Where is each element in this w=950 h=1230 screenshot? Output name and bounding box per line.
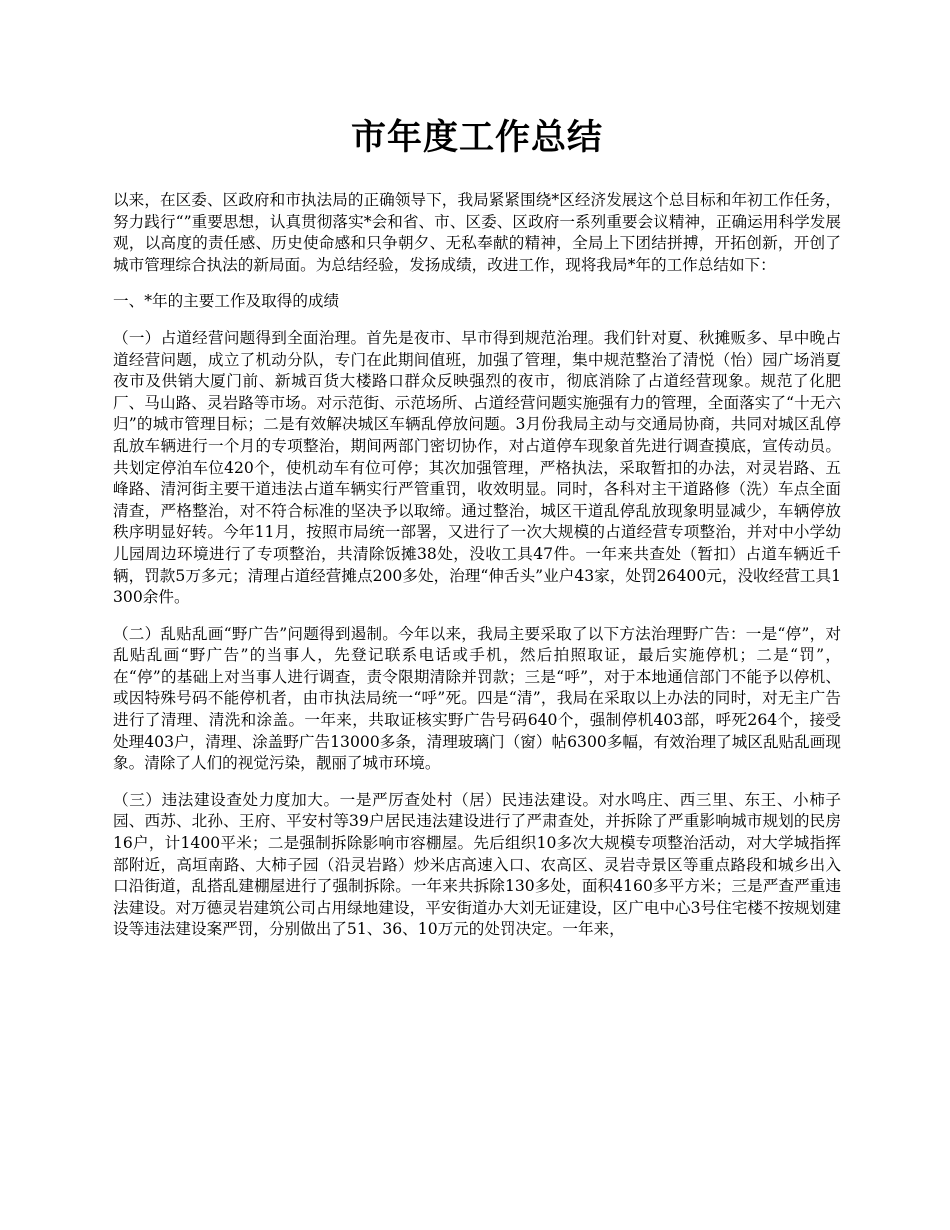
paragraph-street-vending: （一）占道经营问题得到全面治理。首先是夜市、早市得到规范治理。我们针对夏、秋摊贩多、早中晚占道经营问题，成立了机动分队，专门在此期间值班，加强了管理，集中规范整治了清悦（怡）园广场消夏夜市及供销大厦门前、新城百货大楼路口群众反映强烈的夜市，彻底消除了占道经营现象。规范了化肥厂、马山路、灵岩路等市场。对示范街、示范场所、占道经营问题实施强有力的管理，全面落实了“十无六归”的城市管理目标；二是有效解决城区车辆乱停放问题。3月份我局主动与交通局协商，共同对城区乱停乱放车辆进行一个月的专项整治，期间两部门密切协作，对占道停车现象首先进行调查摸底，宣传动员。共划定停泊车位420个，使机动车有位可停；其次加强管理，严格执法，采取暂扣的办法，对灵岩路、五峰路、清河街主要干道违法占道车辆实行严管重罚，收效明显。同时，各科对主干道路修（洗）车点全面清查，严格整治，对不符合标准的坚决予以取缔。通过整治，城区干道乱停乱放现象明显减少，车辆停放秩序明显好转。今年11月，按照市局统一部署，又进行了一次大规模的占道经营专项整治，并对中小学幼儿园周边环境进行了专项整治，共清除饭摊38处，没收工具47件。一年来共查处（暂扣）占道车辆近千辆，罚款5万多元；清理占道经营摊点200多处，治理“伸舌头”业户43家，处罚26400元，没收经营工具1300余件。: [113, 328, 841, 607]
document-page: [113, 112, 841, 956]
section-heading: 一、*年的主要工作及取得的成绩: [113, 292, 340, 311]
document-title: 市年度工作总结: [350, 117, 603, 158]
paragraph-illegal-construction: （三）违法建设查处力度加大。一是严厉查处村（居）民违法建设。对水鸣庄、西三里、东王、小柿子园、西苏、北孙、王府、平安村等39户居民违法建设进行了严肃查处，并拆除了严重影响城市规划的民房16户，计1400平米；二是强制拆除影响市容棚屋。先后组织10多次大规模专项整治活动，对大学城指挥部附近，高垣南路、大柿子园（沿灵岩路）炒米店高速入口、农高区、灵岩寺景区等重点路段和城乡出入口沿街道，乱搭乱建棚屋进行了强制拆除。一年来共拆除130多处，面积4160多平方米；三是严查严重违法建设。对万德灵岩建筑公司占用绿地建设，平安街道办大刘无证建设，区广电中心3号住宅楼不按规划建设等违法建设案严罚，分别做出了51、36、10万元的处罚决定。一年来，: [113, 790, 842, 939]
paragraph-illegal-ads: （二）乱贴乱画“野广告”问题得到遏制。今年以来，我局主要采取了以下方法治理野广告：一是“停”，对乱贴乱画“野广告”的当事人，先登记联系电话或手机，然后拍照取证，最后实施停机；二是“罚”，在“停”的基础上对当事人进行调查，责令限期清除并罚款；三是“呼”，对于本地通信部门不能予以停机、或因特殊号码不能停机者，由市执法局统一“呼”死。四是“清”，我局在采取以上办法的同时，对无主广告进行了清理、清洗和涂盖。一年来，共取证核实野广告号码640个，强制停机403部，呼死264个，接受处理403户，清理、涂盖野广告13000多条，清理玻璃门（窗）帖6300多幅，有效治理了城区乱贴乱画现象。清除了人们的视觉污染，靓丽了城市环境。: [113, 624, 841, 773]
intro-paragraph: 以来，在区委、区政府和市执法局的正确领导下，我局紧紧围绕*区经济发展这个总目标和年初工作任务，努力践行“”重要思想，认真贯彻落实*会和省、市、区委、区政府一系列重要会议精神，正确运用科学发展观，以高度的责任感、历史使命感和只争朝夕、无私奉献的精神，全局上下团结拼搏，开拓创新，开创了城市管理综合执法的新局面。为总结经验，发扬成绩，改进工作，现将我局*年的工作总结如下：: [113, 191, 841, 274]
